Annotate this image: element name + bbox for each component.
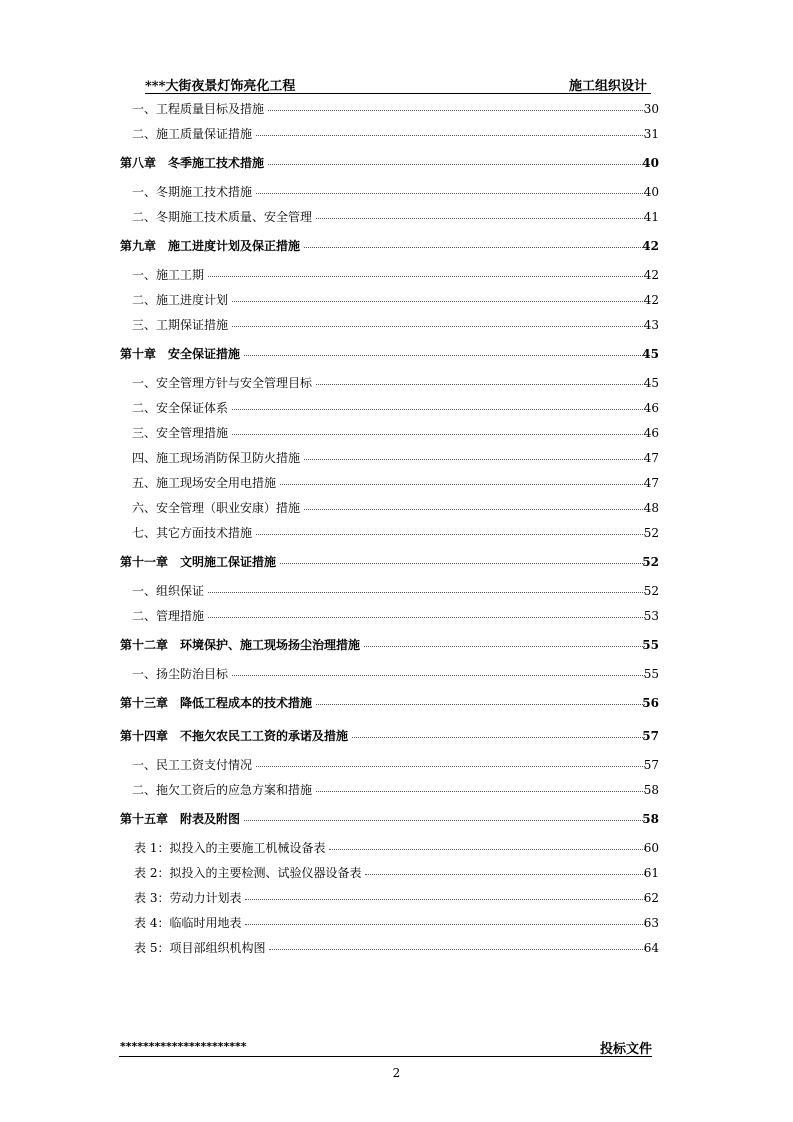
toc-entry-title: 一、组织保证 — [132, 584, 205, 598]
toc-entry-page: 64 — [643, 941, 659, 955]
dot-leader — [244, 355, 645, 356]
dot-leader — [269, 949, 645, 950]
toc-chapter-entry[interactable] — [118, 230, 659, 263]
table-of-contents — [118, 97, 659, 961]
toc-entry-page: 57 — [643, 758, 659, 772]
toc-section-entry[interactable] — [118, 371, 659, 396]
toc-entry-title: 第九章 施工进度计划及保正措施 — [120, 239, 301, 253]
toc-entry-title: 一、安全管理方针与安全管理目标 — [132, 376, 313, 390]
toc-table-entry[interactable] — [118, 836, 659, 861]
toc-entry-title: 二、管理措施 — [132, 609, 205, 623]
toc-entry-title: 一、扬尘防治目标 — [132, 667, 229, 681]
toc-entry-page: 42 — [642, 239, 659, 253]
toc-entry-title: 七、其它方面技术措施 — [132, 526, 253, 540]
dot-leader — [244, 820, 645, 821]
toc-entry-page: 30 — [643, 102, 659, 116]
toc-entry-title: 表 3：劳动力计划表 — [134, 891, 242, 905]
toc-entry-title: 第八章 冬季施工技术措施 — [120, 156, 265, 170]
dot-leader — [232, 675, 645, 676]
dot-leader — [245, 899, 645, 900]
toc-table-entry[interactable] — [118, 886, 659, 911]
toc-entry-page: 61 — [643, 866, 659, 880]
dot-leader — [208, 592, 645, 593]
toc-entry-page: 47 — [643, 451, 659, 465]
toc-entry-page: 52 — [643, 584, 659, 598]
toc-entry-title: 表 5：项目部组织机构图 — [134, 941, 266, 955]
toc-section-entry[interactable] — [118, 778, 659, 803]
toc-entry-title: 二、施工进度计划 — [132, 293, 229, 307]
dot-leader — [256, 766, 645, 767]
toc-entry-page: 47 — [643, 476, 659, 490]
toc-chapter-entry[interactable] — [118, 147, 659, 180]
dot-leader — [352, 737, 645, 738]
toc-entry-page: 57 — [642, 729, 659, 743]
dot-leader — [232, 301, 645, 302]
dot-leader — [329, 849, 645, 850]
toc-section-entry[interactable] — [118, 471, 659, 496]
toc-entry-title: 三、工期保证措施 — [132, 318, 229, 332]
toc-entry-title: 第十章 安全保证措施 — [120, 347, 241, 361]
toc-entry-title: 一、施工工期 — [132, 268, 205, 282]
toc-entry-title: 二、安全保证体系 — [132, 401, 229, 415]
dot-leader — [256, 534, 645, 535]
toc-entry-page: 53 — [643, 609, 659, 623]
toc-entry-title: 表 2：拟投入的主要检测、试验仪器设备表 — [134, 866, 362, 880]
toc-entry-title: 第十三章 降低工程成本的技术措施 — [120, 696, 313, 710]
toc-chapter-entry[interactable] — [118, 720, 659, 753]
dot-leader — [304, 247, 645, 248]
toc-entry-page: 52 — [643, 526, 659, 540]
toc-chapter-entry[interactable] — [118, 629, 659, 662]
toc-section-entry[interactable] — [118, 446, 659, 471]
toc-entry-title: 五、施工现场安全用电措施 — [132, 476, 277, 490]
toc-section-entry[interactable] — [118, 205, 659, 230]
toc-entry-page: 62 — [643, 891, 659, 905]
toc-entry-title: 四、施工现场消防保卫防火措施 — [132, 451, 301, 465]
toc-section-entry[interactable] — [118, 579, 659, 604]
toc-section-entry[interactable] — [118, 604, 659, 629]
page-footer — [119, 1040, 652, 1057]
toc-entry-page: 55 — [642, 638, 659, 652]
dot-leader — [268, 164, 645, 165]
dot-leader — [280, 563, 645, 564]
toc-entry-page: 55 — [643, 667, 659, 681]
toc-entry-page: 46 — [643, 401, 659, 415]
toc-table-entry[interactable] — [118, 911, 659, 936]
dot-leader — [232, 326, 645, 327]
toc-entry-page: 58 — [643, 783, 659, 797]
dot-leader — [280, 484, 645, 485]
dot-leader — [245, 924, 645, 925]
toc-entry-title: 第十一章 文明施工保证措施 — [120, 555, 277, 569]
toc-section-entry[interactable] — [118, 421, 659, 446]
toc-chapter-entry[interactable] — [118, 546, 659, 579]
toc-entry-page: 40 — [642, 156, 659, 170]
toc-chapter-entry[interactable] — [118, 687, 659, 720]
toc-entry-page: 60 — [643, 841, 659, 855]
toc-entry-title: 二、拖欠工资后的应急方案和措施 — [132, 783, 313, 797]
toc-entry-page: 58 — [642, 812, 659, 826]
dot-leader — [365, 874, 645, 875]
toc-entry-page: 48 — [643, 501, 659, 515]
toc-entry-title: 表 4：临临时用地表 — [134, 916, 242, 930]
toc-section-entry[interactable] — [118, 122, 659, 147]
header-project-title: ***大街夜景灯饰亮化工程 — [145, 79, 296, 94]
dot-leader — [316, 704, 645, 705]
toc-entry-title: 一、民工工资支付情况 — [132, 758, 253, 772]
toc-section-entry[interactable] — [118, 521, 659, 546]
dot-leader — [208, 617, 645, 618]
toc-section-entry[interactable] — [118, 288, 659, 313]
dot-leader — [268, 110, 645, 111]
dot-leader — [304, 509, 645, 510]
toc-entry-page: 52 — [642, 555, 659, 569]
toc-entry-page: 45 — [642, 347, 659, 361]
footer-stars: ********************** — [120, 1040, 247, 1053]
dot-leader — [256, 135, 645, 136]
dot-leader — [364, 646, 645, 647]
toc-entry-title: 三、安全管理措施 — [132, 426, 229, 440]
dot-leader — [304, 459, 645, 460]
toc-section-entry[interactable] — [118, 753, 659, 778]
page-number: 2 — [392, 1066, 401, 1080]
page-header — [145, 75, 651, 94]
toc-chapter-entry[interactable] — [118, 338, 659, 371]
toc-section-entry[interactable] — [118, 496, 659, 521]
dot-leader — [316, 384, 645, 385]
toc-table-entry[interactable] — [118, 861, 659, 886]
toc-entry-title: 第十四章 不拖欠农民工工资的承诺及措施 — [120, 729, 349, 743]
toc-entry-title: 一、冬期施工技术措施 — [132, 185, 253, 199]
dot-leader — [316, 791, 645, 792]
header-doc-type: 施工组织设计 — [568, 79, 647, 94]
toc-entry-page: 41 — [643, 210, 659, 224]
toc-entry-title: 第十二章 环境保护、施工现场扬尘治理措施 — [120, 638, 361, 652]
toc-entry-page: 42 — [643, 268, 659, 282]
toc-section-entry[interactable] — [118, 263, 659, 288]
toc-entry-page: 31 — [643, 127, 659, 141]
toc-entry-title: 一、工程质量目标及措施 — [132, 102, 265, 116]
dot-leader — [256, 193, 645, 194]
toc-entry-page: 43 — [643, 318, 659, 332]
dot-leader — [208, 276, 645, 277]
toc-entry-title: 表 1：拟投入的主要施工机械设备表 — [134, 841, 326, 855]
toc-entry-page: 63 — [643, 916, 659, 930]
footer-label: 投标文件 — [599, 1042, 652, 1057]
toc-section-entry[interactable] — [118, 180, 659, 205]
dot-leader — [232, 434, 645, 435]
toc-section-entry[interactable] — [118, 662, 659, 687]
toc-table-entry[interactable] — [118, 936, 659, 961]
toc-entry-title: 二、施工质量保证措施 — [132, 127, 253, 141]
toc-section-entry[interactable] — [118, 396, 659, 421]
toc-chapter-entry[interactable] — [118, 803, 659, 836]
dot-leader — [316, 218, 645, 219]
toc-entry-page: 56 — [642, 696, 659, 710]
toc-section-entry[interactable] — [118, 97, 659, 122]
toc-entry-page: 40 — [643, 185, 659, 199]
toc-entry-title: 第十五章 附表及附图 — [120, 812, 241, 826]
toc-entry-title: 二、冬期施工技术质量、安全管理 — [132, 210, 313, 224]
dot-leader — [232, 409, 645, 410]
toc-entry-title: 六、安全管理（职业安康）措施 — [132, 501, 301, 515]
toc-section-entry[interactable] — [118, 313, 659, 338]
toc-entry-page: 45 — [643, 376, 659, 390]
toc-entry-page: 46 — [643, 426, 659, 440]
toc-entry-page: 42 — [643, 293, 659, 307]
